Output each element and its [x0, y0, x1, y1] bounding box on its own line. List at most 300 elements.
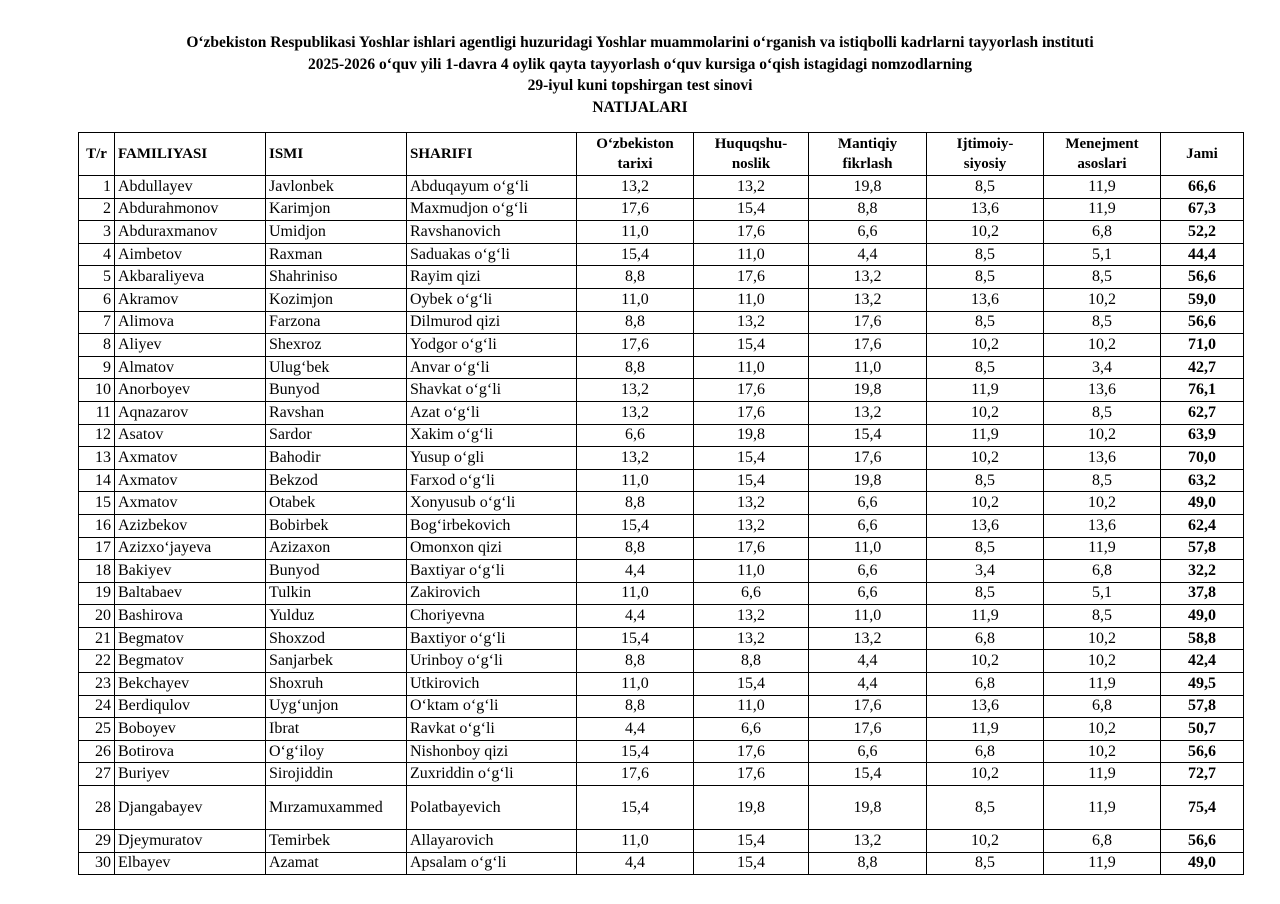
management-score-cell: 10,2 — [1044, 288, 1161, 311]
name-cell: Javlonbek — [266, 176, 407, 199]
social-score-cell: 10,2 — [927, 221, 1044, 244]
col-header-name: ISMI — [266, 133, 407, 176]
total-score-cell: 63,9 — [1161, 424, 1244, 447]
patronymic-cell: Omonxon qizi — [407, 537, 577, 560]
row-number-cell: 29 — [79, 830, 115, 853]
surname-cell: Begmatov — [115, 650, 266, 673]
total-score-cell: 66,6 — [1161, 176, 1244, 199]
patronymic-cell: Yodgor o‘g‘li — [407, 334, 577, 357]
total-score-cell: 42,4 — [1161, 650, 1244, 673]
logic-score-cell: 4,4 — [809, 673, 927, 696]
law-score-cell: 17,6 — [694, 401, 809, 424]
law-score-cell: 15,4 — [694, 830, 809, 853]
surname-cell: Aliyev — [115, 334, 266, 357]
row-number-cell: 17 — [79, 537, 115, 560]
col-header-management-line2: asoslari — [1077, 156, 1127, 172]
total-score-cell: 49,0 — [1161, 492, 1244, 515]
document-header — [0, 32, 1280, 118]
row-number-cell: 7 — [79, 311, 115, 334]
logic-score-cell: 11,0 — [809, 605, 927, 628]
history-score-cell: 8,8 — [577, 266, 694, 289]
patronymic-cell: Apsalam o‘g‘li — [407, 852, 577, 875]
total-score-cell: 49,5 — [1161, 673, 1244, 696]
logic-score-cell: 6,6 — [809, 221, 927, 244]
results-table — [78, 132, 1244, 875]
total-score-cell: 75,4 — [1161, 786, 1244, 830]
law-score-cell: 17,6 — [694, 379, 809, 402]
management-score-cell: 8,5 — [1044, 469, 1161, 492]
col-header-history-line2: tarixi — [617, 156, 653, 172]
name-cell: Tulkin — [266, 582, 407, 605]
social-score-cell: 6,8 — [927, 740, 1044, 763]
surname-cell: Azizbekov — [115, 514, 266, 537]
history-score-cell: 17,6 — [577, 198, 694, 221]
patronymic-cell: Yusup o‘gli — [407, 447, 577, 470]
total-score-cell: 49,0 — [1161, 605, 1244, 628]
social-score-cell: 13,6 — [927, 514, 1044, 537]
col-header-logic-line1: Mantiqiy — [837, 136, 898, 152]
social-score-cell: 3,4 — [927, 560, 1044, 583]
results-heading: NATIJALARI — [592, 98, 688, 116]
law-score-cell: 6,6 — [694, 582, 809, 605]
social-score-cell: 6,8 — [927, 673, 1044, 696]
social-score-cell: 8,5 — [927, 852, 1044, 875]
col-header-social-line2: siyosiy — [963, 156, 1007, 172]
name-cell: Bobirbek — [266, 514, 407, 537]
social-score-cell: 8,5 — [927, 176, 1044, 199]
history-score-cell: 15,4 — [577, 243, 694, 266]
col-header-management-line1: Menejment — [1065, 136, 1139, 152]
table-row — [79, 537, 1244, 560]
name-cell: Sanjarbek — [266, 650, 407, 673]
law-score-cell: 6,6 — [694, 718, 809, 741]
law-score-cell: 8,8 — [694, 650, 809, 673]
patronymic-cell: Ravkat o‘g‘li — [407, 718, 577, 741]
name-cell: Bunyod — [266, 379, 407, 402]
logic-score-cell: 6,6 — [809, 560, 927, 583]
management-score-cell: 11,9 — [1044, 786, 1161, 830]
surname-cell: Abdullayev — [115, 176, 266, 199]
social-score-cell: 8,5 — [927, 266, 1044, 289]
name-cell: Shexroz — [266, 334, 407, 357]
management-score-cell: 13,6 — [1044, 447, 1161, 470]
table-row — [79, 198, 1244, 221]
law-score-cell: 17,6 — [694, 537, 809, 560]
total-score-cell: 70,0 — [1161, 447, 1244, 470]
law-score-cell: 13,2 — [694, 514, 809, 537]
surname-cell: Bashirova — [115, 605, 266, 628]
history-score-cell: 6,6 — [577, 424, 694, 447]
total-score-cell: 58,8 — [1161, 627, 1244, 650]
history-score-cell: 13,2 — [577, 447, 694, 470]
name-cell: Umidjon — [266, 221, 407, 244]
table-row — [79, 379, 1244, 402]
name-cell: Shoxruh — [266, 673, 407, 696]
logic-score-cell: 19,8 — [809, 379, 927, 402]
social-score-cell: 10,2 — [927, 492, 1044, 515]
surname-cell: Elbayev — [115, 852, 266, 875]
history-score-cell: 11,0 — [577, 673, 694, 696]
name-cell: Azizaxon — [266, 537, 407, 560]
management-score-cell: 13,6 — [1044, 514, 1161, 537]
law-score-cell: 15,4 — [694, 334, 809, 357]
patronymic-cell: Dilmurod qizi — [407, 311, 577, 334]
table-row — [79, 695, 1244, 718]
patronymic-cell: Maxmudjon o‘g‘li — [407, 198, 577, 221]
history-score-cell: 8,8 — [577, 492, 694, 515]
logic-score-cell: 13,2 — [809, 401, 927, 424]
law-score-cell: 19,8 — [694, 424, 809, 447]
surname-cell: Aqnazarov — [115, 401, 266, 424]
row-number-cell: 3 — [79, 221, 115, 244]
name-cell: Mırzamuxammed — [266, 786, 407, 830]
total-score-cell: 62,7 — [1161, 401, 1244, 424]
name-cell: Kozimjon — [266, 288, 407, 311]
logic-score-cell: 19,8 — [809, 786, 927, 830]
name-cell: Otabek — [266, 492, 407, 515]
law-score-cell: 11,0 — [694, 560, 809, 583]
row-number-cell: 25 — [79, 718, 115, 741]
social-score-cell: 10,2 — [927, 763, 1044, 786]
col-header-logic — [809, 133, 927, 176]
management-score-cell: 11,9 — [1044, 673, 1161, 696]
total-score-cell: 71,0 — [1161, 334, 1244, 357]
patronymic-cell: Oybek o‘g‘li — [407, 288, 577, 311]
surname-cell: Almatov — [115, 356, 266, 379]
name-cell: Uyg‘unjon — [266, 695, 407, 718]
table-row — [79, 740, 1244, 763]
table-row — [79, 221, 1244, 244]
results-table-body — [79, 176, 1244, 875]
row-number-cell: 16 — [79, 514, 115, 537]
col-header-history-line1: O‘zbekiston — [596, 136, 674, 152]
social-score-cell: 8,5 — [927, 311, 1044, 334]
surname-cell: Axmatov — [115, 447, 266, 470]
test-date-line: 29-iyul kuni topshirgan test sinovi — [527, 77, 753, 94]
social-score-cell: 11,9 — [927, 424, 1044, 447]
law-score-cell: 17,6 — [694, 763, 809, 786]
law-score-cell: 15,4 — [694, 673, 809, 696]
row-number-cell: 9 — [79, 356, 115, 379]
logic-score-cell: 6,6 — [809, 514, 927, 537]
history-score-cell: 11,0 — [577, 582, 694, 605]
social-score-cell: 8,5 — [927, 582, 1044, 605]
history-score-cell: 4,4 — [577, 560, 694, 583]
surname-cell: Botirova — [115, 740, 266, 763]
row-number-cell: 28 — [79, 786, 115, 830]
table-row — [79, 786, 1244, 830]
law-score-cell: 11,0 — [694, 695, 809, 718]
social-score-cell: 10,2 — [927, 401, 1044, 424]
logic-score-cell: 6,6 — [809, 582, 927, 605]
total-score-cell: 57,8 — [1161, 537, 1244, 560]
law-score-cell: 11,0 — [694, 288, 809, 311]
surname-cell: Djeymuratov — [115, 830, 266, 853]
patronymic-cell: Zuxriddin o‘g‘li — [407, 763, 577, 786]
total-score-cell: 42,7 — [1161, 356, 1244, 379]
total-score-cell: 62,4 — [1161, 514, 1244, 537]
row-number-cell: 26 — [79, 740, 115, 763]
row-number-cell: 6 — [79, 288, 115, 311]
table-row — [79, 763, 1244, 786]
row-number-cell: 13 — [79, 447, 115, 470]
surname-cell: Djangabayev — [115, 786, 266, 830]
law-score-cell: 15,4 — [694, 852, 809, 875]
history-score-cell: 11,0 — [577, 288, 694, 311]
history-score-cell: 8,8 — [577, 537, 694, 560]
patronymic-cell: Saduakas o‘g‘li — [407, 243, 577, 266]
patronymic-cell: Allayarovich — [407, 830, 577, 853]
total-score-cell: 52,2 — [1161, 221, 1244, 244]
name-cell: Ibrat — [266, 718, 407, 741]
table-row — [79, 514, 1244, 537]
history-score-cell: 8,8 — [577, 695, 694, 718]
social-score-cell: 11,9 — [927, 605, 1044, 628]
col-header-logic-line2: fikrlash — [842, 156, 893, 172]
patronymic-cell: Urinboy o‘g‘li — [407, 650, 577, 673]
history-score-cell: 8,8 — [577, 356, 694, 379]
patronymic-cell: Anvar o‘g‘li — [407, 356, 577, 379]
table-row — [79, 447, 1244, 470]
management-score-cell: 10,2 — [1044, 334, 1161, 357]
table-row — [79, 627, 1244, 650]
management-score-cell: 11,9 — [1044, 537, 1161, 560]
col-header-no: T/r — [79, 133, 115, 176]
law-score-cell: 13,2 — [694, 627, 809, 650]
social-score-cell: 8,5 — [927, 356, 1044, 379]
patronymic-cell: Bog‘irbekovich — [407, 514, 577, 537]
history-score-cell: 15,4 — [577, 786, 694, 830]
institute-title: O‘zbekiston Respublikasi Yoshlar ishlari agentligi huzuridagi Yoshlar muammolarini o‘rganish va istiqbolli kadrlarni tayyorlash instituti — [186, 34, 1094, 51]
surname-cell: Begmatov — [115, 627, 266, 650]
social-score-cell: 10,2 — [927, 830, 1044, 853]
total-score-cell: 56,6 — [1161, 740, 1244, 763]
history-score-cell: 4,4 — [577, 852, 694, 875]
social-score-cell: 6,8 — [927, 627, 1044, 650]
total-score-cell: 44,4 — [1161, 243, 1244, 266]
law-score-cell: 17,6 — [694, 266, 809, 289]
logic-score-cell: 4,4 — [809, 243, 927, 266]
logic-score-cell: 13,2 — [809, 288, 927, 311]
row-number-cell: 19 — [79, 582, 115, 605]
row-number-cell: 8 — [79, 334, 115, 357]
management-score-cell: 8,5 — [1044, 401, 1161, 424]
name-cell: Bekzod — [266, 469, 407, 492]
table-header-row — [79, 133, 1244, 176]
history-score-cell: 15,4 — [577, 627, 694, 650]
logic-score-cell: 17,6 — [809, 334, 927, 357]
history-score-cell: 4,4 — [577, 718, 694, 741]
logic-score-cell: 17,6 — [809, 695, 927, 718]
surname-cell: Boboyev — [115, 718, 266, 741]
col-header-management — [1044, 133, 1161, 176]
management-score-cell: 10,2 — [1044, 424, 1161, 447]
patronymic-cell: Azat o‘g‘li — [407, 401, 577, 424]
history-score-cell: 17,6 — [577, 334, 694, 357]
table-row — [79, 401, 1244, 424]
surname-cell: Bekchayev — [115, 673, 266, 696]
patronymic-cell: Rayim qizi — [407, 266, 577, 289]
management-score-cell: 6,8 — [1044, 830, 1161, 853]
row-number-cell: 10 — [79, 379, 115, 402]
history-score-cell: 11,0 — [577, 221, 694, 244]
surname-cell: Axmatov — [115, 492, 266, 515]
logic-score-cell: 13,2 — [809, 266, 927, 289]
name-cell: Ravshan — [266, 401, 407, 424]
total-score-cell: 49,0 — [1161, 852, 1244, 875]
management-score-cell: 11,9 — [1044, 763, 1161, 786]
management-score-cell: 8,5 — [1044, 311, 1161, 334]
history-score-cell: 8,8 — [577, 311, 694, 334]
social-score-cell: 10,2 — [927, 334, 1044, 357]
col-header-surname: FAMILIYASI — [115, 133, 266, 176]
total-score-cell: 59,0 — [1161, 288, 1244, 311]
logic-score-cell: 15,4 — [809, 763, 927, 786]
total-score-cell: 76,1 — [1161, 379, 1244, 402]
law-score-cell: 17,6 — [694, 221, 809, 244]
col-header-history — [577, 133, 694, 176]
col-header-social-line1: Ijtimoiy- — [956, 136, 1014, 152]
law-score-cell: 13,2 — [694, 605, 809, 628]
logic-score-cell: 8,8 — [809, 852, 927, 875]
patronymic-cell: Xonyusub o‘g‘li — [407, 492, 577, 515]
law-score-cell: 17,6 — [694, 740, 809, 763]
table-row — [79, 356, 1244, 379]
col-header-patronymic: SHARIFI — [407, 133, 577, 176]
management-score-cell: 11,9 — [1044, 176, 1161, 199]
row-number-cell: 30 — [79, 852, 115, 875]
col-header-law-line2: noslik — [731, 156, 771, 172]
table-row — [79, 718, 1244, 741]
law-score-cell: 15,4 — [694, 469, 809, 492]
name-cell: Raxman — [266, 243, 407, 266]
logic-score-cell: 11,0 — [809, 537, 927, 560]
surname-cell: Akramov — [115, 288, 266, 311]
history-score-cell: 13,2 — [577, 176, 694, 199]
name-cell: Shahriniso — [266, 266, 407, 289]
logic-score-cell: 13,2 — [809, 830, 927, 853]
surname-cell: Abdurahmonov — [115, 198, 266, 221]
history-score-cell: 13,2 — [577, 401, 694, 424]
total-score-cell: 72,7 — [1161, 763, 1244, 786]
logic-score-cell: 8,8 — [809, 198, 927, 221]
table-row — [79, 311, 1244, 334]
name-cell: Sirojiddin — [266, 763, 407, 786]
name-cell: Bunyod — [266, 560, 407, 583]
history-score-cell: 15,4 — [577, 740, 694, 763]
patronymic-cell: Polatbayevich — [407, 786, 577, 830]
patronymic-cell: Zakirovich — [407, 582, 577, 605]
name-cell: Sardor — [266, 424, 407, 447]
total-score-cell: 67,3 — [1161, 198, 1244, 221]
social-score-cell: 8,5 — [927, 469, 1044, 492]
patronymic-cell: Farxod o‘g‘li — [407, 469, 577, 492]
col-header-social — [927, 133, 1044, 176]
patronymic-cell: Baxtiyor o‘g‘li — [407, 627, 577, 650]
col-header-total: Jami — [1161, 133, 1244, 176]
management-score-cell: 5,1 — [1044, 582, 1161, 605]
management-score-cell: 10,2 — [1044, 492, 1161, 515]
management-score-cell: 5,1 — [1044, 243, 1161, 266]
patronymic-cell: O‘ktam o‘g‘li — [407, 695, 577, 718]
total-score-cell: 32,2 — [1161, 560, 1244, 583]
row-number-cell: 14 — [79, 469, 115, 492]
table-row — [79, 266, 1244, 289]
management-score-cell: 6,8 — [1044, 221, 1161, 244]
row-number-cell: 1 — [79, 176, 115, 199]
logic-score-cell: 13,2 — [809, 627, 927, 650]
management-score-cell: 6,8 — [1044, 695, 1161, 718]
total-score-cell: 57,8 — [1161, 695, 1244, 718]
row-number-cell: 2 — [79, 198, 115, 221]
table-row — [79, 673, 1244, 696]
management-score-cell: 8,5 — [1044, 605, 1161, 628]
surname-cell: Axmatov — [115, 469, 266, 492]
total-score-cell: 56,6 — [1161, 830, 1244, 853]
law-score-cell: 19,8 — [694, 786, 809, 830]
logic-score-cell: 11,0 — [809, 356, 927, 379]
name-cell: Yulduz — [266, 605, 407, 628]
table-row — [79, 830, 1244, 853]
row-number-cell: 20 — [79, 605, 115, 628]
patronymic-cell: Nishonboy qizi — [407, 740, 577, 763]
surname-cell: Baltabaev — [115, 582, 266, 605]
col-header-law — [694, 133, 809, 176]
law-score-cell: 11,0 — [694, 356, 809, 379]
name-cell: Azamat — [266, 852, 407, 875]
management-score-cell: 3,4 — [1044, 356, 1161, 379]
logic-score-cell: 6,6 — [809, 740, 927, 763]
table-row — [79, 288, 1244, 311]
name-cell: Farzona — [266, 311, 407, 334]
row-number-cell: 11 — [79, 401, 115, 424]
row-number-cell: 18 — [79, 560, 115, 583]
table-row — [79, 650, 1244, 673]
table-row — [79, 424, 1244, 447]
surname-cell: Buriyev — [115, 763, 266, 786]
law-score-cell: 13,2 — [694, 492, 809, 515]
surname-cell: Azizxo‘jayeva — [115, 537, 266, 560]
history-score-cell: 17,6 — [577, 763, 694, 786]
patronymic-cell: Baxtiyar o‘g‘li — [407, 560, 577, 583]
social-score-cell: 11,9 — [927, 379, 1044, 402]
social-score-cell: 8,5 — [927, 786, 1044, 830]
row-number-cell: 27 — [79, 763, 115, 786]
row-number-cell: 15 — [79, 492, 115, 515]
table-row — [79, 492, 1244, 515]
patronymic-cell: Shavkat o‘g‘li — [407, 379, 577, 402]
surname-cell: Bakiyev — [115, 560, 266, 583]
logic-score-cell: 17,6 — [809, 311, 927, 334]
total-score-cell: 56,6 — [1161, 311, 1244, 334]
social-score-cell: 13,6 — [927, 695, 1044, 718]
total-score-cell: 37,8 — [1161, 582, 1244, 605]
history-score-cell: 8,8 — [577, 650, 694, 673]
management-score-cell: 10,2 — [1044, 718, 1161, 741]
table-row — [79, 334, 1244, 357]
row-number-cell: 23 — [79, 673, 115, 696]
total-score-cell: 56,6 — [1161, 266, 1244, 289]
social-score-cell: 13,6 — [927, 288, 1044, 311]
management-score-cell: 10,2 — [1044, 650, 1161, 673]
history-score-cell: 13,2 — [577, 379, 694, 402]
row-number-cell: 4 — [79, 243, 115, 266]
table-row — [79, 243, 1244, 266]
history-score-cell: 15,4 — [577, 514, 694, 537]
logic-score-cell: 4,4 — [809, 650, 927, 673]
management-score-cell: 11,9 — [1044, 198, 1161, 221]
row-number-cell: 12 — [79, 424, 115, 447]
